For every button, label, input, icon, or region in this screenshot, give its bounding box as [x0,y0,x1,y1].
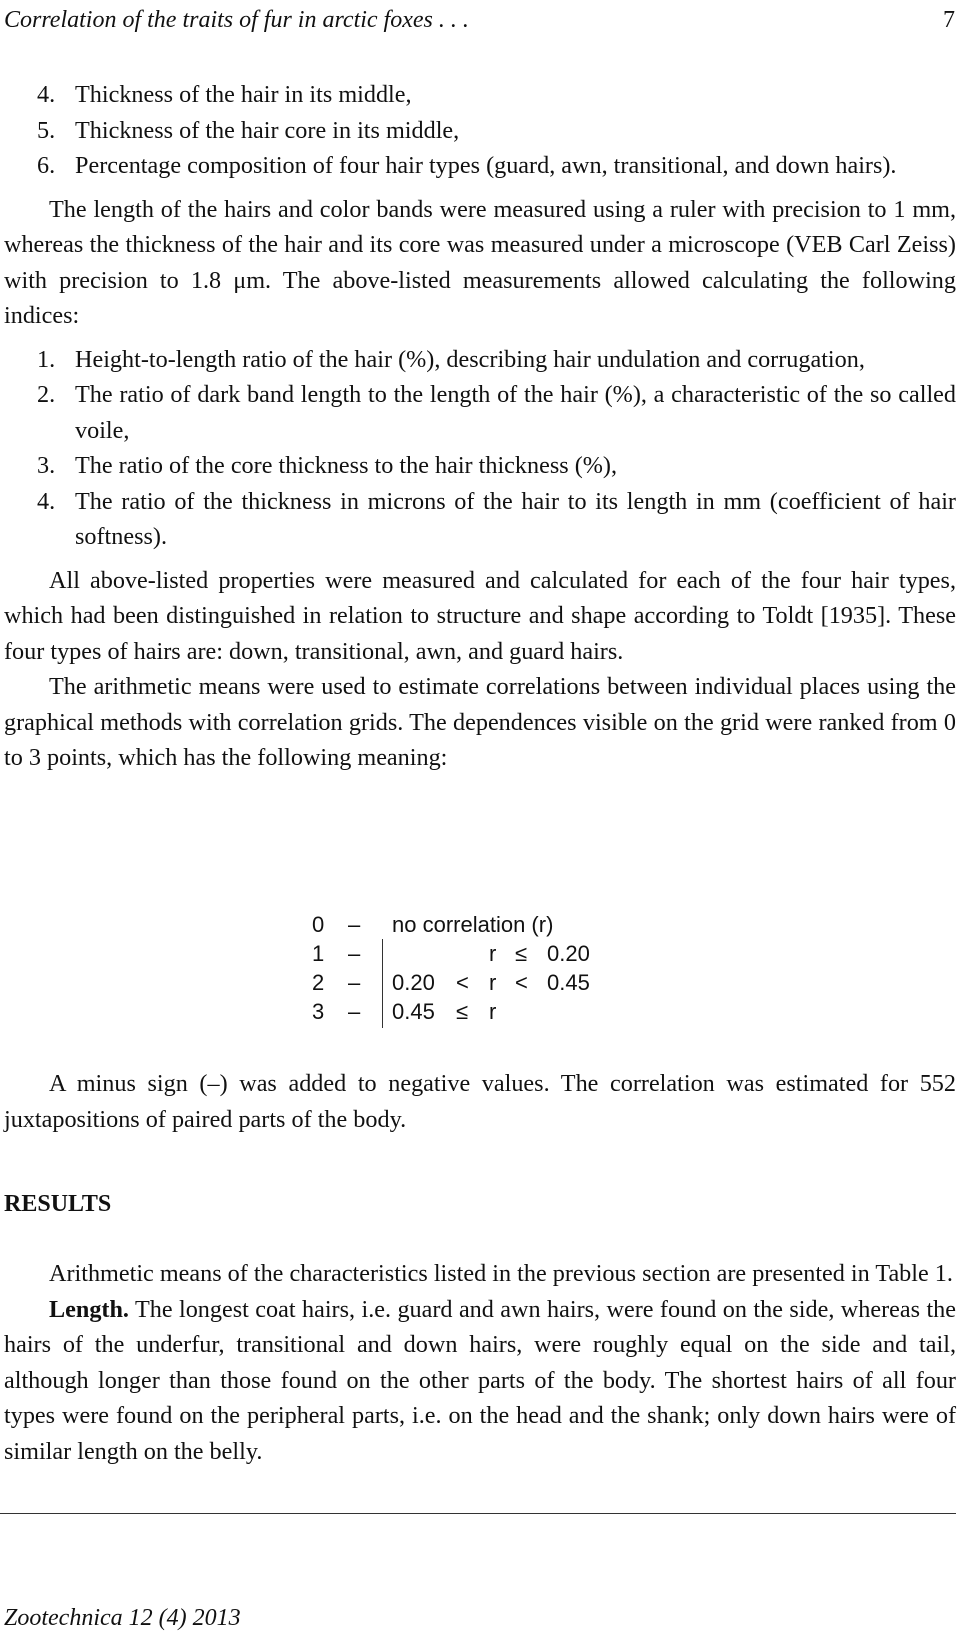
list-item [4,342,956,378]
footer-rule [0,1513,956,1514]
scale-code: 2 [312,970,325,995]
scale-dash: – [348,912,361,937]
list-item [4,148,956,184]
scale-lower-bound: 0.20 [392,970,435,995]
scale-lower-bound: no correlation (r) [392,912,554,937]
list-text: Thickness of the hair in its middle, [75,81,412,108]
list-number: 3. [37,452,56,479]
paragraph-results-intro: Arithmetic means of the characteristics listed in the previous section are presented in Table 1. [49,1260,953,1287]
list-number: 6. [37,152,56,179]
list-number: 4. [37,487,56,515]
paragraph-length [4,1292,956,1470]
list-item [4,113,956,149]
measurements-list [4,77,956,184]
scale-row [312,968,632,997]
length-text: The longest coat hairs, i.e. guard and awn hairs, were found on the side, whereas the hairs of the underfur, transitional and down hairs, were roughly equal on the side and tail, although longer than those found on the other parts of the body. The shortest hairs of all four types were found on the peripheral parts, i.e. on the head and the shank; only down hairs were of similar length on the belly. [4,1295,956,1465]
paragraph-minus-sign: A minus sign (–) was added to negative values. The correlation was estimated for 552 juxtapositions of paired parts of the body. [4,1070,956,1133]
list-item [4,377,956,448]
list-text: The ratio of dark band length to the length of the hair (%), a characteristic of the so called voile, [75,381,956,444]
list-item [4,484,956,555]
list-item [4,448,956,484]
scale-operator: < [515,970,528,995]
list-number: 5. [37,116,56,144]
paragraph-methods: The length of the hairs and color bands were measured using a ruler with precision to 1 mm, whereas the thickness of the hair and its core was measured under a microscope (VEB Carl Zeiss) with precision to 1.8 μm. The above-listed measurements allowed calculating the following indices: [4,195,956,329]
methods-text [4,77,956,776]
paragraph-hair-types: All above-listed properties were measured and calculated for each of the four hair types, which had been distinguished in relation to structure and shape according to Toldt [1935]. These four types of hairs are: down, transitional, awn, and guard hairs. [4,566,956,665]
scale-lower-bound: 0.45 [392,999,435,1024]
list-text: Height-to-length ratio of the hair (%), describing hair undulation and corrugation, [75,345,865,373]
list-number: 1. [37,345,56,373]
section-heading-results: RESULTS [4,1191,112,1217]
paragraph-means: The arithmetic means were used to estimate correlations between individual places using the graphical methods with correlation grids. The dependences visible on the grid were ranked from 0 to 3 points, which has the following meaning: [4,673,956,771]
scale-code: 3 [312,999,325,1024]
minus-sign-text [4,1066,956,1137]
running-head [0,0,955,40]
scale-r: r [489,941,497,966]
running-title: Correlation of the traits of fur in arctic foxes . . . [4,7,469,33]
list-number: 2. [37,381,56,408]
list-number: 4. [37,81,56,108]
scale-operator: ≤ [515,941,528,966]
scale-upper-bound: 0.20 [547,941,590,966]
scale-upper-bound: 0.45 [547,970,590,995]
scale-row [312,939,632,968]
list-text: Percentage composition of four hair types (guard, awn, transitional, and down hairs). [75,152,897,179]
scale-row [312,910,632,939]
page-number: 7 [943,7,955,33]
scale-dash: – [348,970,361,995]
list-text: The ratio of the thickness in microns of the hair to its length in mm (coefficient of hair softness). [75,487,956,550]
length-label: Length. [49,1295,129,1323]
scale-r: r [489,970,497,995]
indices-list [4,342,956,555]
scale-operator: ≤ [456,999,469,1024]
scale-dash: – [348,941,361,966]
results-text [4,1256,956,1469]
correlation-scale [312,910,632,1026]
scale-dash: – [348,999,361,1024]
scale-row [312,997,632,1026]
scale-operator: < [456,970,469,995]
scale-code: 0 [312,912,325,937]
scale-code: 1 [312,941,325,966]
list-text: The ratio of the core thickness to the hair thickness (%), [75,452,618,479]
list-text: Thickness of the hair core in its middle, [75,116,460,144]
scale-r: r [489,999,497,1024]
list-item [4,77,956,113]
journal-footer: Zootechnica 12 (4) 2013 [4,1605,241,1631]
